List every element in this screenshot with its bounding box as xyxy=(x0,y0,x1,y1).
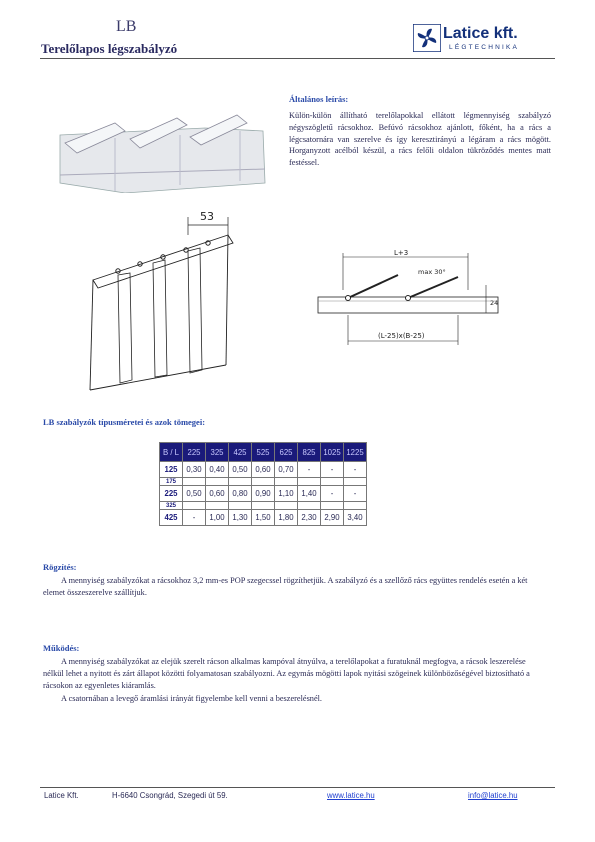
table-cell: 0,40 xyxy=(206,462,229,478)
damper-photo xyxy=(55,103,270,193)
column-header: 225 xyxy=(183,443,206,462)
table-cell: - xyxy=(298,462,321,478)
row-label: 175 xyxy=(160,478,183,486)
table-cell xyxy=(229,502,252,510)
table-cell: 1,50 xyxy=(252,510,275,526)
table-cell: 2,30 xyxy=(298,510,321,526)
table-cell: 3,40 xyxy=(344,510,367,526)
table-cell xyxy=(344,502,367,510)
table-cell: 0,80 xyxy=(229,486,252,502)
logo-subtitle: LÉGTECHNIKA xyxy=(449,44,520,51)
table-row xyxy=(160,462,367,478)
table-cell: - xyxy=(321,462,344,478)
company-logo xyxy=(413,24,548,56)
table-cell: 1,80 xyxy=(275,510,298,526)
dimension-l3: L+3 xyxy=(394,249,409,257)
row-label: 425 xyxy=(160,510,183,526)
column-header: 825 xyxy=(298,443,321,462)
general-heading: Általános leírás: xyxy=(289,94,349,104)
website-link[interactable]: www.latice.hu xyxy=(327,791,375,800)
table-cell xyxy=(298,502,321,510)
table-cell xyxy=(183,502,206,510)
logo-name: Latice kft. xyxy=(443,25,518,42)
table-cell: 0,70 xyxy=(275,462,298,478)
footer-address: H-6640 Csongrád, Szegedi út 59. xyxy=(112,791,228,800)
operation-heading: Működés: xyxy=(43,643,80,653)
table-cell xyxy=(206,478,229,486)
product-code: LB xyxy=(116,18,137,35)
table-cell: - xyxy=(344,462,367,478)
table-cell xyxy=(183,478,206,486)
row-label: 325 xyxy=(160,502,183,510)
mounting-heading: Rögzítés: xyxy=(43,562,77,572)
table-header-row xyxy=(160,443,367,462)
general-description: Külön-külön állítható terelőlapokkal ellátott légmennyiség szabályzó négyszögletű rácsokhoz. Befúvó rácsokhoz ajánlott, főként, ha a rács a légcsatornára van szerelve és így keresztirányú a légáram a rács mögött. Horganyzott acélból készül, a rács felőli oldalon tükröződés mentes matt festéssel. xyxy=(289,111,551,168)
table-row xyxy=(160,478,367,486)
table-cell xyxy=(275,478,298,486)
column-header: 1025 xyxy=(321,443,344,462)
table-cell xyxy=(321,502,344,510)
table-cell xyxy=(229,478,252,486)
row-label: 125 xyxy=(160,462,183,478)
table-cell xyxy=(252,502,275,510)
table-cell xyxy=(344,478,367,486)
column-header: 625 xyxy=(275,443,298,462)
damper-perspective-drawing xyxy=(78,205,248,400)
table-cell xyxy=(275,502,298,510)
footer-company: Latice Kft. xyxy=(44,791,79,800)
damper-section-drawing xyxy=(308,245,508,350)
table-heading: LB szabályzók típusméretei és azok tömegei: xyxy=(43,417,206,427)
page-title: Terelőlapos légszabályzó xyxy=(41,41,178,56)
table-cell: 1,40 xyxy=(298,486,321,502)
mounting-section xyxy=(43,575,543,599)
size-weight-table xyxy=(159,442,367,526)
fan-logo-icon xyxy=(413,24,441,52)
dimension-24: 24 xyxy=(490,299,499,307)
table-row xyxy=(160,510,367,526)
table-cell: 1,10 xyxy=(275,486,298,502)
mounting-paragraph: A mennyiség szabályzókat a rácsokhoz 3,2 mm-es POP szegecssel rögzíthetjük. A szabályzó és a szellőző rács együttes rendelés esetén a két elemet összeszerelve szállítjuk. xyxy=(43,576,528,598)
table-row xyxy=(160,486,367,502)
table-cell: 0,60 xyxy=(206,486,229,502)
table-row xyxy=(160,502,367,510)
column-header: 525 xyxy=(252,443,275,462)
table-cell: - xyxy=(321,486,344,502)
table-cell xyxy=(252,478,275,486)
email-link[interactable]: info@latice.hu xyxy=(468,791,518,800)
table-cell: 0,30 xyxy=(183,462,206,478)
footer-divider xyxy=(40,787,555,788)
table-cell: 0,50 xyxy=(183,486,206,502)
column-header: 425 xyxy=(229,443,252,462)
dimension-53: 53 xyxy=(200,210,214,223)
table-cell xyxy=(321,478,344,486)
table-cell xyxy=(206,502,229,510)
column-header: 1225 xyxy=(344,443,367,462)
table-corner-header: B / L xyxy=(160,443,183,462)
table-cell: - xyxy=(344,486,367,502)
table-cell: 0,90 xyxy=(252,486,275,502)
table-cell: 1,30 xyxy=(229,510,252,526)
table-cell xyxy=(298,478,321,486)
row-label: 225 xyxy=(160,486,183,502)
column-header: 325 xyxy=(206,443,229,462)
dimension-bottom: (L-25)x(B-25) xyxy=(378,332,425,340)
operation-paragraph: A csatornában a levegő áramlási irányát figyelembe kell venni a beszerelésnél. xyxy=(61,693,323,703)
table-cell: 1,00 xyxy=(206,510,229,526)
header-divider xyxy=(40,58,555,59)
operation-paragraph: A mennyiség szabályzókat az elejük szerelt rácson alkalmas kampóval átnyúlva, a terelőlapokat a furatuknál megfogva, a rácsok leszerelése nélkül lehet a nyitott és zárt állapot közötti folyamatosan szabályozni. Az egymás mögötti lapok nyitási szögeinek különbözőségével biztosítható a rácsokon az egyenletes kiáramlás. xyxy=(43,657,530,691)
table-cell: 2,90 xyxy=(321,510,344,526)
dimension-max-angle: max 30° xyxy=(418,268,446,276)
table-cell: - xyxy=(183,510,206,526)
table-cell: 0,60 xyxy=(252,462,275,478)
operation-section xyxy=(43,656,543,705)
table-cell: 0,50 xyxy=(229,462,252,478)
